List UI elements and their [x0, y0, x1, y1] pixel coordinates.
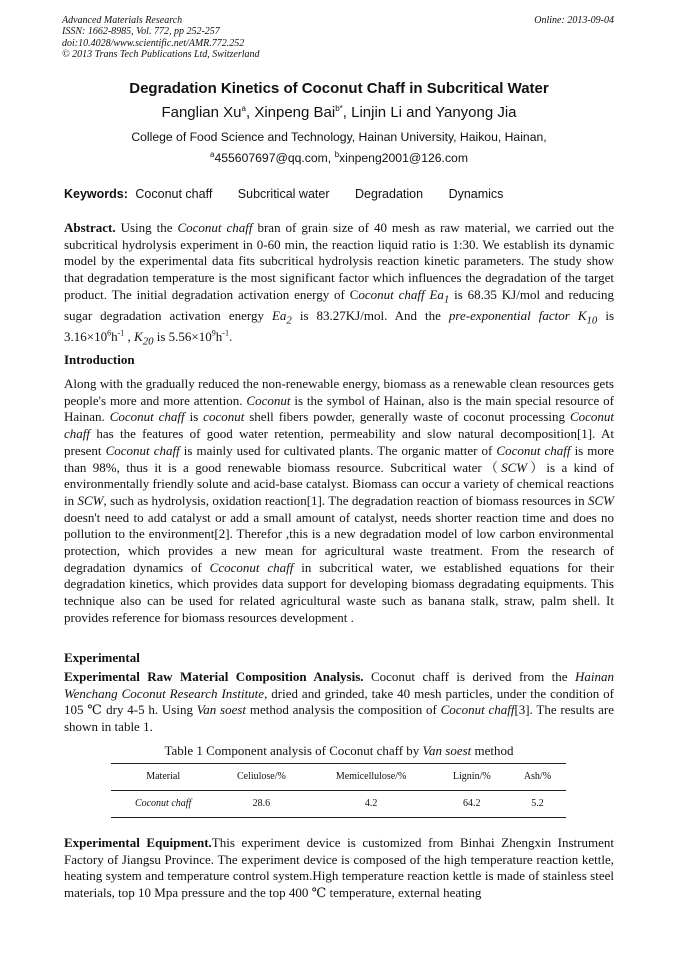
table-cell: 28.6 — [215, 791, 307, 818]
text-run: has the features of good water retention, permeability and slow natural decomposition[1]. At present — [64, 426, 614, 458]
text-run: This experiment device is customized from Binhai Zhengxin Instrument Factory of Jiangsu Province. The experiment device is composed of the high temperature reaction kettle, heating system and temperature control system.High temperature reaction kettle is made of stainless steel materials, top 10 Mpa pressure and the top 400 ℃ temperature, external heating — [64, 835, 614, 901]
table-header-cell: Memicellulose/% — [307, 764, 434, 791]
author-marker: b* — [335, 104, 343, 113]
text-run: is 68.35 KJ/mol and reducing sugar degradation activation energy — [64, 286, 614, 324]
text-run: Ea — [271, 308, 287, 324]
experimental-paragraph — [64, 669, 614, 736]
composition-table — [111, 763, 566, 818]
abstract-paragraph — [64, 220, 614, 351]
text-run: is 83.27KJ/mol. And the — [291, 308, 449, 324]
keyword: Coconut chaff — [135, 187, 213, 201]
text-run: [3]. The results are shown in table 1. — [64, 702, 615, 735]
text-run: 10 — [586, 314, 598, 327]
email-address: 455607697@qq.com, — [214, 151, 335, 165]
text-run: 9 — [211, 329, 216, 339]
text-run: SCW — [588, 492, 614, 508]
affiliation: College of Food Science and Technology, Hainan University, Haikou, Hainan, — [131, 130, 547, 144]
text-run: Ccoconut chaff — [209, 559, 294, 575]
text-run: is 3.16×10 — [64, 308, 615, 345]
text-run: Along with the gradually reduced the non-renewable energy, biomass as a renewable clean resources gets people's more and more attention. — [64, 376, 614, 408]
text-run: Coconut chaff is derived from the — [363, 669, 575, 684]
text-run: SCW — [501, 459, 528, 475]
text-run: Van soest — [422, 743, 472, 758]
text-run: method — [471, 743, 514, 758]
introduction-paragraph — [64, 376, 614, 627]
table-cell: 4.2 — [307, 791, 434, 818]
email-marker: a — [210, 149, 215, 159]
table-header-cell: Ash/% — [509, 764, 566, 791]
keywords-line — [64, 187, 503, 201]
table-row — [111, 791, 566, 818]
table-caption — [0, 743, 678, 759]
text-run: K — [134, 329, 143, 345]
text-run: is — [184, 409, 204, 425]
text-run: pre-exponential factor K — [448, 308, 587, 324]
text-run: Table 1 Component analysis of Coconut chaff by — [164, 743, 423, 758]
text-run: , — [124, 329, 135, 345]
text-run: Coconut chaff — [496, 442, 571, 458]
keyword: Degradation — [354, 187, 424, 201]
text-run: Hainan Wenchang Coconut Research Institute — [64, 669, 614, 701]
table-header-cell: Lignin/% — [435, 764, 509, 791]
table-header-cell: Material — [111, 764, 215, 791]
text-run: Coconut chaff — [109, 409, 185, 425]
text-run: SCW — [77, 492, 104, 508]
text-run: Van soest — [196, 702, 247, 718]
journal-name: Advanced Materials Research — [62, 15, 183, 26]
text-run: Coconut chaff — [64, 409, 615, 442]
text-run: oconut chaff Ea — [358, 286, 444, 302]
table-header-cell: Celiulose/% — [215, 764, 307, 791]
online-date: Online: 2013-09-04 — [534, 15, 614, 26]
text-run: is mainly used for cultivated plants. The organic matter of — [179, 442, 497, 458]
author-separator: , — [342, 104, 352, 121]
text-run: is 5.56×10 — [153, 329, 212, 345]
text-run: coconut — [203, 409, 245, 425]
journal-issn: ISSN: 1662-8985, Vol. 772, pp 252-257 — [62, 26, 220, 38]
text-run: 20 — [142, 336, 154, 348]
text-run: Coconut — [246, 392, 291, 408]
text-run: , such as hydrolysis, oxidation reaction[1]. The degradation reaction of biomass resources in — [103, 492, 588, 508]
text-run: in subcritical water, we established equations for their degradation kinetics, which provides data support for developing biomass degradating equipments. This technique also can be used for related agricultural waste such as banana stalk, straw, palm shell. It provides reference for biomass resources development . — [64, 559, 614, 625]
text-run: is more than 98%, thus it is a good renewable biomass resource. Subcritical water（ — [64, 442, 615, 475]
author-name: Linjin Li and Yanyong Jia — [351, 104, 517, 121]
text-run: . — [228, 329, 233, 345]
abstract-label: Abstract. — [64, 220, 116, 235]
author-name: Fanglian Xu — [161, 104, 242, 121]
journal-copyright: © 2013 Trans Tech Publications Ltd, Switzerland — [62, 48, 260, 60]
text-run: 2 — [286, 314, 292, 327]
table-header-row — [111, 764, 566, 791]
text-run: ）is a kind of environmentally friendly solute and acid-base catalyst. Biomass can occur a variety of chemical reactions in — [64, 459, 614, 508]
text-run: h — [111, 329, 118, 345]
text-run: bran of grain size of 40 mesh as raw material, we carried out the subcritical hydrolysis experiment in 0-60 min, the reaction liquid ratio is 1:30. We establish its dynamic model by the experimental data fits subcritical hydrolysis reaction kinetic parameters. The study show that degradation temperature is the most significant factor which influences the degradation of the target product. The initial degradation activation energy of C — [64, 220, 614, 302]
author-emails — [0, 151, 678, 165]
author-list — [0, 104, 678, 121]
text-run: doesn't need to add catalyst or add a small amount of catalyst, needs shorter reaction time and does no pollution to the environment[2]. Therefor ,this is a new degradation model of low carbon environmental protection, which provides a new mean for agricultural waste treatment. From the research of degradation dynamics of — [64, 509, 614, 575]
email-address: xinpeng2001@126.com — [339, 151, 468, 165]
text-run: Coconut chaff — [105, 442, 180, 458]
author-name: Xinpeng Bai — [254, 104, 336, 121]
author-separator: , — [245, 104, 255, 121]
text-run: 6 — [107, 329, 112, 339]
text-run: , dried and grinded, take 40 mesh particles, under the condition of 105 ℃ dry 4-5 h. Using — [64, 685, 614, 718]
author-marker: a — [241, 104, 246, 113]
text-run: Coconut chaff — [440, 702, 515, 718]
text-run: is the symbol of Hainan, also is the main special resource of Hainan. — [64, 392, 614, 425]
journal-header — [62, 15, 260, 60]
paper-title: Degradation Kinetics of Coconut Chaff in Subcritical Water — [129, 80, 549, 97]
email-marker: b — [334, 149, 340, 159]
experimental-heading: Experimental — [64, 650, 140, 665]
introduction-heading: Introduction — [64, 352, 135, 367]
equipment-paragraph — [64, 835, 614, 902]
journal-doi: doi:10.4028/www.scientific.net/AMR.772.252 — [62, 37, 245, 49]
keyword: Subcritical water — [237, 187, 330, 201]
table-cell: 5.2 — [509, 791, 566, 818]
text-run: -1 — [117, 329, 125, 339]
keyword: Dynamics — [448, 187, 504, 201]
text-run: h — [215, 329, 223, 345]
table-cell: Coconut chaff — [111, 791, 215, 818]
table-cell: 64.2 — [435, 791, 509, 818]
text-run: -1 — [222, 329, 229, 339]
text-run: method analysis the composition of — [246, 702, 441, 718]
keywords-label: Keywords: — [64, 187, 128, 201]
text-run: Coconut chaff — [177, 220, 253, 235]
paragraph-label: Experimental Raw Material Composition Analysis. — [64, 669, 364, 684]
text-run: 1 — [443, 293, 450, 306]
paragraph-label: Experimental Equipment. — [64, 835, 212, 850]
text-run: Using the — [115, 220, 178, 235]
text-run: shell fibers powder, generally waste of coconut processing — [244, 409, 570, 425]
